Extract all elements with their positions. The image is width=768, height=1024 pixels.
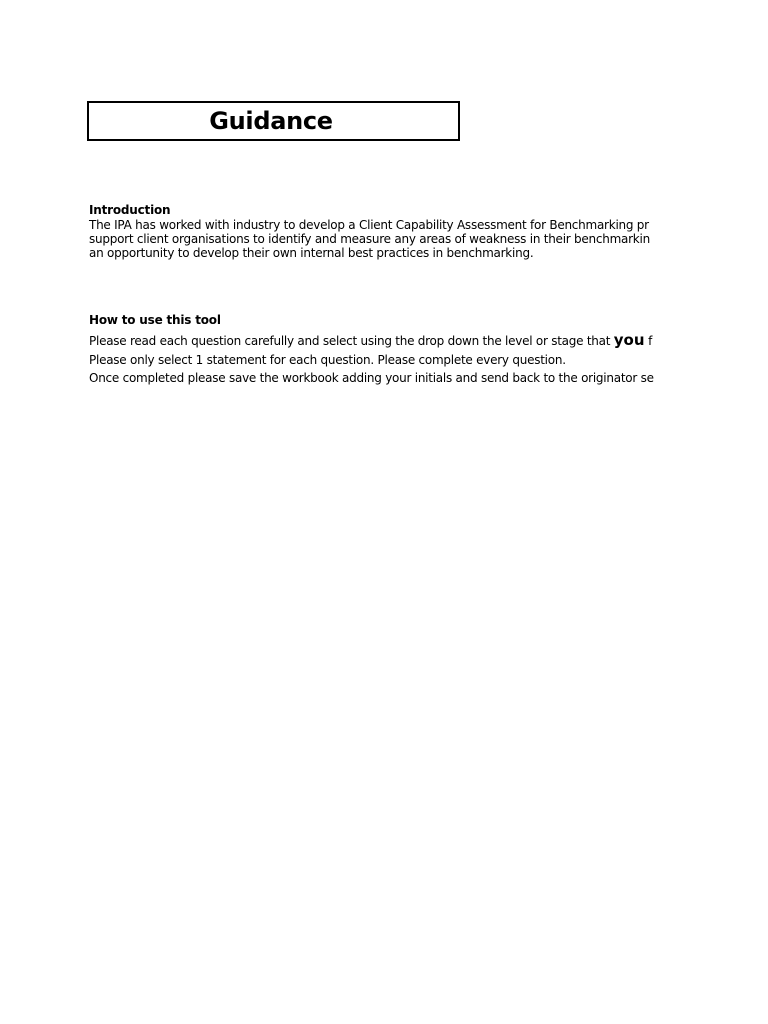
how-to-heading: How to use this tool [89, 313, 221, 327]
instruction-text: Please read each question carefully and select using the drop down the level or stage that [89, 334, 614, 348]
introduction-line: The IPA has worked with industry to develop a Client Capability Assessment for Benchmarking pr [89, 218, 649, 232]
how-to-save-line: Once completed please save the workbook adding your initials and send back to the originator se [89, 371, 654, 385]
instruction-emphasis: you [613, 331, 645, 349]
introduction-line: support client organisations to identify and measure any areas of weakness in their benchmarkin [89, 232, 650, 246]
how-to-single-statement-line: Please only select 1 statement for each question. Please complete every question. [89, 353, 566, 367]
introduction-heading: Introduction [89, 203, 171, 217]
how-to-instruction-line [89, 330, 653, 350]
page-title: Guidance [209, 107, 333, 135]
guidance-title-box [87, 101, 460, 141]
introduction-line: an opportunity to develop their own internal best practices in benchmarking. [89, 246, 534, 260]
instruction-text-continued: f [644, 334, 653, 348]
introduction-paragraph [89, 218, 650, 262]
